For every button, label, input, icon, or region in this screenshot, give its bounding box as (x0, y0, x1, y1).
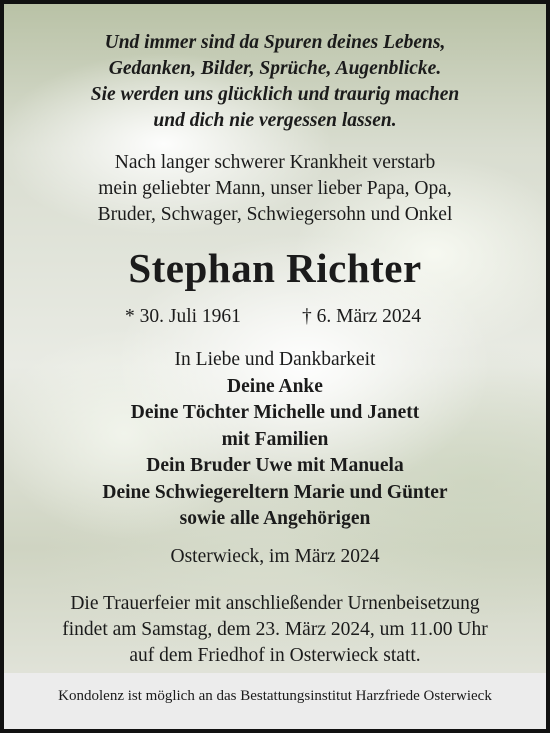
announcement-line: mein geliebter Mann, unser lieber Papa, Opa, (98, 178, 452, 199)
mourner-line: Deine Töchter Michelle und Janett (130, 402, 420, 423)
death-announcement (4, 150, 546, 228)
birth-date: * 30. Juli 1961 (125, 306, 241, 327)
motto-line: Gedanken, Bilder, Sprüche, Augenblicke. (108, 58, 442, 79)
motto-line: Sie werden uns glücklich und traurig machen (90, 84, 460, 105)
death-date: † 6. März 2024 (302, 306, 422, 327)
mourners-list (4, 347, 546, 533)
mourner-line: Dein Bruder Uwe mit Manuela (146, 455, 404, 476)
mourners-intro: In Liebe und Dankbarkeit (174, 349, 376, 370)
announcement-line: Bruder, Schwager, Schwiegersohn und Onkel (97, 204, 453, 225)
place-and-date: Osterwieck, im März 2024 (170, 546, 380, 567)
funeral-line: findet am Samstag, dem 23. März 2024, um 11.00 Uhr (62, 619, 488, 640)
motto-line: und dich nie vergessen lassen. (153, 110, 397, 131)
mourner-line: Deine Schwiegereltern Marie und Günter (102, 481, 448, 503)
mourner-line: mit Familien (221, 428, 329, 450)
mourner-line: sowie alle Angehörigen (179, 508, 371, 529)
motto-line: Und immer sind da Spuren deines Lebens, (104, 32, 446, 53)
announcement-line: Nach langer schwerer Krankheit verstarb (114, 152, 436, 173)
funeral-line: auf dem Friedhof in Osterwieck statt. (129, 645, 421, 666)
motto-verse (4, 30, 546, 134)
deceased-name: Stephan Richter (128, 245, 422, 291)
funeral-info (4, 591, 546, 669)
funeral-line: Die Trauerfeier mit anschließender Urnenbeisetzung (70, 593, 480, 614)
mourner-line: Deine Anke (227, 375, 323, 397)
condolence-note: Kondolenz ist möglich an das Bestattungsinstitut Harzfriede Osterwieck (58, 688, 492, 704)
